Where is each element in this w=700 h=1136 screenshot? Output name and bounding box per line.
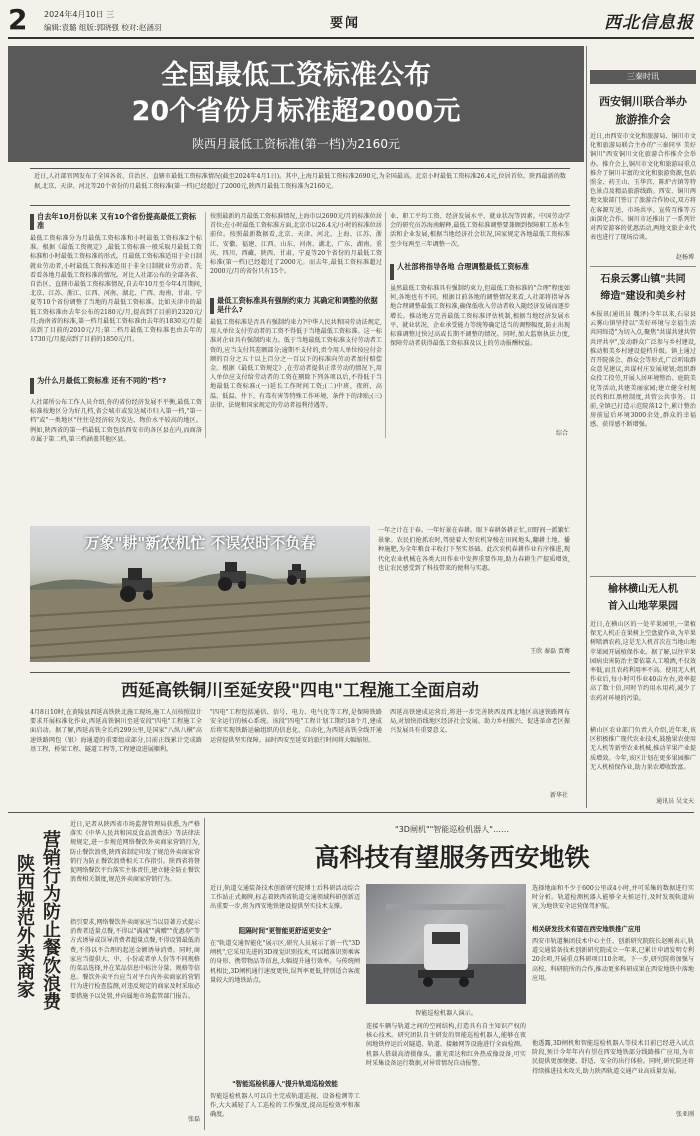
vertical-story-body xyxy=(70,820,200,1130)
lead-sub-2: 为什么月最低工资标准 还有不同的"档"? xyxy=(37,376,167,385)
high-tech-sub-2: "智能巡检机器人"提升轨道巡检效能 xyxy=(232,1080,338,1088)
photo-credit: 王欣 秦磊 贾骞 xyxy=(530,648,570,655)
sidebar-divider xyxy=(586,46,587,808)
rail-body xyxy=(30,708,570,800)
robot-photo-caption: 智能巡检机器人演示。 xyxy=(415,1010,477,1017)
paper-logo: 西北信息报 xyxy=(604,13,694,33)
sidebar-rule xyxy=(590,576,696,577)
vertical-story-text-1: 近日,记者从陕西省市场监督管理局获悉,为严格落实《中华人民共和国反食品浪费法》等法律法规规定,进一步规范网络餐饮外卖商家营销行为,防止餐饮浪费,陕西省制定印发了规范外卖商家营销行为防止餐饮浪费相关工作指引。陕西省将督促网络餐饮平台落实主体责任,建立健全防止餐饮浪费相关制度,规范外卖商家营销行为。 xyxy=(70,821,200,884)
sidebar-story-2-headline-2: 缔造"建设和美乡村 xyxy=(600,291,686,302)
high-tech-intro: 近日,轨道交通装备技术创新研究院博士后科研活动综合工作站正式揭牌,标志着陕西省轨道交通领域科研创新迈出重要一步,将为西安地铁建设提供坚实技术支撑。 xyxy=(210,885,360,911)
section-rule xyxy=(8,812,694,813)
photo-overlay-title: 万象"耕"新农机忙 不误农时不负春 xyxy=(84,534,316,552)
high-tech-col-1 xyxy=(210,884,360,1130)
photo-caption: 一年之计在于春。一年好景在春耕。眼下春耕备耕正忙,田野间一派繁忙景象。农民们抢抓农时,驾驶着大型农机穿梭在田间地头,翻耕土地、播种施肥,为全年粮食丰收打下坚实基础。此次农机春耕作业有序推进,现代化农业机械在各类大田作业中发挥重要作用,助力春耕生产提质增效,也让农民感受到了科技带来的便利与实惠。 xyxy=(378,527,570,572)
high-tech-kicker: "3D闸机""智能巡检机器人"…… xyxy=(395,825,509,834)
lead-byline: 综合 xyxy=(555,430,568,437)
tractor-icon xyxy=(287,564,306,585)
high-tech-col-2 xyxy=(366,884,526,1130)
lead-headline-2: 20个省份月标准超2000元 xyxy=(131,96,461,127)
lead-summary-box xyxy=(30,168,570,206)
sidebar-story-3-body: 近日,在横山区的一处苹果园里,一架植保无人机正在果树上空盘旋作业,为苹果树喷洒农药,这是无人机首次在当地山地苹果园开展植保作业。据了解,以往苹果园病虫害防治主要依靠人工喷洒,不仅效率低,而且农药利用率不高。使用无人机作业后,每小时可作业40亩左右,效率提高了数十倍,同时节约用水用药,减少了农药对环境的污染。 xyxy=(590,621,696,702)
rail-col-2: "四电"工程包括通信、信号、电力、电气化等工程,是保障铁路安全运行的核心系统。该段"四电"工程计划工期约18个月,建成后将实现铁路运输组织的信息化、自动化,为西延高铁全线开通运营提供坚实保障。届时西安至延安的旅行时间将大幅缩短。 xyxy=(210,709,382,744)
lead-col-2 xyxy=(210,212,382,438)
rail-headline: 西延高铁铜川至延安段"四电"工程施工全面启动 xyxy=(121,681,479,701)
sub-marker xyxy=(30,214,34,230)
col-divider xyxy=(205,212,206,438)
lead-col-1 xyxy=(30,212,202,443)
sidebar-story-2-body: 本报讯(通讯员 魏泽)今年以来,石泉县云雾山镇坚持以"美好环境与幸福生活共同缔造"为切入点,聚焦"共谋共建共管共评共享",发动群众广泛参与乡村建设,推动和美乡村建设提档升级。镇上通过召开院落会、群众会等形式,广泛听取群众意见建议,共谋村庄发展规划;组织群众投工投劳,开展人居环境整治、庭院美化等活动,共建美丽家园;建立健全村规民约和红黑榜制度,共管公共事务。目前,全镇已打造示范院落12个,累计整治房前屋后环境3000余处,群众的幸福感、获得感不断增强。 xyxy=(590,311,696,429)
sidebar-tag: 三秦时讯 xyxy=(590,70,696,84)
high-tech-col-2-body: 连接车辆与轨道之间的空间结构,打造具有自主知识产权的核心技术。研究团队自主研发的智能巡检机器人,能够在夜间地铁停运后对隧道、轨道、接触网等设施进行全面检测。机器人搭载高清摄像头、激光雷达和红外热成像设备,可实时采集设备运行数据,对异常情况自动报警。 xyxy=(366,1023,526,1067)
photo-caption-box xyxy=(378,526,570,662)
masthead-rule xyxy=(8,37,694,39)
issue-date: 2024年4月10日 三 xyxy=(44,10,115,19)
section-name: 要闻 xyxy=(330,16,361,31)
high-tech-body-2: 在"轨道交通智能化"展示区,研究人员展示了新一代"3D闸机",它采用先进的3D视觉识别技术,可以精准识别乘客的身形、携带物品等信息,大幅提升通行效率。与传统闸机相比,3D闸机通行速度更快,误判率更低,特别适合客流量较大的地铁站点。 xyxy=(210,940,360,984)
sub-marker xyxy=(30,378,34,394)
lead-sub-3: 最低工资标准具有强制约束力 其确定和调整的依据是什么? xyxy=(217,296,378,314)
lead-col-1b-body: 人社部所公布工作人员介绍,你的省份经济发展不平衡,最低工资标准按地区分为好几档,省会城市或发达城市归入第一档,"第一档"或"一类地区"往往是经济较为发达、物价水平较高的地区。例如,陕西省的第一档最低工资包括西安市的各区县在内,而商洛市属于第二档,第三档涵盖其他区县。 xyxy=(30,399,202,443)
farm-photo xyxy=(30,526,370,662)
vertical-headline-line-2: 陕西规范外卖商家 xyxy=(14,854,35,998)
high-tech-headline: 高科技有望服务西安地铁 xyxy=(314,843,590,872)
lead-headline-1: 全国最低工资标准公布 xyxy=(161,60,431,91)
high-tech-byline: 张亚刚 xyxy=(675,1111,694,1118)
high-tech-col-3 xyxy=(532,884,694,1130)
rail-col-3: 西延高铁建成运营后,将进一步完善陕西及西北地区高速铁路网布局,对加快沿线地区经济社会发展、助力乡村振兴、促进革命老区振兴发展具有重要意义。 xyxy=(390,709,570,735)
sidebar-story-3-byline: 通讯员 吴文天 xyxy=(656,798,694,805)
sidebar-rule xyxy=(590,266,696,267)
lead-col-3-body: 业、职工平均工资、经济发展水平、就业状况等因素。中国劳动学会的研究员苏海南解释,最低工资标准调整要兼顾到保障职工基本生活和企业发展,根据当地经济社会状况,国家规定各地最低工资标准至少每两至三年调整一次。 xyxy=(390,213,570,248)
robot-icon xyxy=(424,924,468,970)
col-divider xyxy=(204,818,205,1130)
vertical-story-byline: 张磊 xyxy=(187,1116,200,1123)
lead-subhead: 陕西月最低工资标准(第一档)为2160元 xyxy=(192,137,400,151)
vertical-story-text-2: 指引要求,网络餐饮外卖商家应当以显著方式提示消费者适量点餐,不得以"满减""满赠""优惠券"等方式诱导或误导消费者超量点餐,不得设置最低消费,不得以不合理的起送金额诱导消费。同时,商家应当提供大、中、小份或者单人份等不同规格的菜品选择,并在菜品信息中标注分量、规格等信息。餐饮外卖平台应当对平台内外卖商家的营销行为进行检查监测,对违反规定的商家及时采取必要措施予以处置,并向属地市场监管部门报告。 xyxy=(70,919,200,1000)
sidebar xyxy=(590,46,696,810)
lead-col-3 xyxy=(390,212,570,438)
sidebar-story-3-headline-1: 榆林横山无人机 xyxy=(608,584,678,595)
sidebar-story-1-body: 近日,由西安市文化和旅游局、铜川市文化和旅游局联合主办的"三秦同享 美好铜川"西安铜川文化旅游合作推介会举办。推介会上,铜川市文化和旅游局重点推介了铜川丰富的文化和旅游资源,包括照金、药王山、玉华宫、陈炉古镇等特色景点及精品旅游线路。西安、铜川两地文旅部门签订了旅游合作协议,双方将在客源互送、市场共享、宣传互推等方面深化合作。铜川市还推出了一系列针对西安游客的优惠活动,两地文旅企业代表也进行了现场洽谈。 xyxy=(590,133,696,242)
high-tech-sub-3: 相关研发技术有望在西安地铁推广应用 xyxy=(532,925,641,933)
lead-sub-1: 自去年10月份以来 又有10个省份提高最低工资标准 xyxy=(37,212,197,230)
robot-photo xyxy=(366,884,526,1004)
sidebar-story-1-byline: 赵杨博 xyxy=(675,254,694,261)
page-number: 2 xyxy=(8,3,28,36)
col-divider xyxy=(385,212,386,438)
staff-credits: 编辑:袁璐 组版:郭晓强 校对:赵涵羽 xyxy=(44,23,162,32)
sub-marker xyxy=(390,264,394,280)
rail-byline: 新华社 xyxy=(549,792,568,799)
rail-col-1: 4月8日10时,在黄陵县西延高铁陕北施工现场,施工人员按照设计要求开展标准化作业,西延高铁铜川至延安段"四电"工程施工全面启动。据了解,西延高铁全长约299公里,是国家"八纵八横"高速铁路网包（银）海通道的重要组成部分,目前正线累计完成路基工程、桥梁工程、隧道工程等,工程建设进展顺利。 xyxy=(30,709,202,753)
high-tech-col-3-top: 选择地面和不少于600公里或4小时,并可采集的数据进行实时分析。轨道检测机器人能够全天候运行,及时发现轨道病害,为地铁安全运营保驾护航。 xyxy=(532,885,694,911)
sidebar-story-1-headline-1: 西安铜川联合举办 xyxy=(599,95,687,108)
high-tech-body-3: 智能巡检机器人可以自主完成轨道巡视、设备检测等工作,大大减轻了人工巡检的工作强度,提高巡检效率和准确度。 xyxy=(210,1093,360,1119)
high-tech-col-3b-body: 他透露,3D闸机和智能巡检机器人等技术目前已经进入试点阶段,预计今年年内有望在西安地铁部分线路推广应用,为市民提供更加便捷、舒适、安全的出行体验。同时,研究院还将持续推进技术攻关,助力陕西轨道交通产业高质量发展。 xyxy=(532,1040,694,1075)
lead-col-1-body: 最低工资标准分为月最低工资标准和小时最低工资标准2个标准。根据《最低工资规定》,最低工资标准一般采取月最低工资标准和小时最低工资标准的形式。月最低工资标准适用于全日制就业劳动者,小时最低工资标准适用于非全日制就业劳动者。先看看各地月最低工资标准的情况。对比人社部公布的全部各省、自治区、直辖市最低工资标准情况,自去年10月至今年4月期间,北京、江苏、浙江、江西、河南、湖北、广西、海南、甘肃、宁夏等10个省份调整了当地的月最低工资标准。比如天津市的最低工资标准由去年公布的2180元/月,提高到了目前的2320元/月;海南省的标准,第一档月最低工资标准由去年的1830元/月提高到了目前的2010元/月;第二档月最低工资标准也由去年的1730元/月提高到了目前的1850元/月。 xyxy=(30,235,202,344)
sidebar-story-3-body-2: 横山区农业部门负责人介绍,近年来,该区积极推广现代农业技术,鼓励果农使用无人机等新型农业机械,推动苹果产业提质增效。今年,该区计划在更多果园推广无人机植保作业,助力果农增收致富。 xyxy=(590,727,696,771)
high-tech-col-3-body: 西安市轨道集团技术中心主任、创新研究院院长赵刚表示,轨道交通装备技术创新研究院成立一年来,已累计申请发明专利20余项,开展重点科研项目10余项。下一步,研究院将加强与高校、科研院所的合作,推动更多科研成果在西安地铁中落地应用。 xyxy=(532,938,694,982)
vertical-headline xyxy=(10,830,68,1120)
sidebar-story-1-headline-2: 旅游推介会 xyxy=(615,113,671,126)
vertical-headline-line-1: 营销行为防止餐饮浪费 xyxy=(40,830,61,1010)
lead-banner xyxy=(8,46,584,162)
sub-marker xyxy=(210,298,214,314)
robot-illustration xyxy=(366,884,526,1004)
high-tech-sub-1: 阻隔时间"更智能更舒适更安全" xyxy=(238,927,332,935)
masthead xyxy=(0,0,700,40)
sidebar-story-3-headline-2: 首入山地苹果园 xyxy=(608,601,678,612)
section-rule xyxy=(30,672,570,673)
lead-col-2b-body: 最低工资标准是否具有强制约束力?中华人民共和国劳动法规定,用人单位支付劳动者的工资不得低于当地最低工资标准。这一标准对企业具有强制约束力。低于当地最低工资标准支付劳动者工资的,应当支付其差额部分;逾期不支付的,责令用人单位按应付金额的百分之五十以上百分之一百以下的标准向劳动者加付赔偿金。根据《最低工资规定》,在劳动者提供正常劳动的情况下,用人单位应支付给劳动者的工资在剔除下列各项以后,不得低于当地最低工资标准:(一)延长工作时间工资;(二)中班、夜班、高温、低温、井下、有毒有害等特殊工作环境、条件下的津贴;(三)法律、法规和国家规定的劳动者福利待遇等。 xyxy=(210,319,382,409)
lead-col-3b-body: 虽然最低工资标准具有强制约束力,但最低工资标准的"合理"程度如何,各地也有不同。根据目前各地的调整情况来看,人社部将指导各地合理调整最低工资标准,确保低收入劳动者收入随经济发展而逐步增长。推动地方完善最低工资标准评估机制,根据当地经济发展水平、就业状况、企业承受能力等统筹确定适当的调整幅度,防止出现标准调整过快过高或长期不调整的情况。同时,加大监察执法力度,保障劳动者获得最低工资标准及以上的劳动报酬权益。 xyxy=(390,285,570,348)
lead-summary: 近日,人社部官网发布了全国各省、自治区、直辖市最低工资标准情况(截至2024年4月1日)。其中,上海月最低工资标准2690元,为全国最高。北京小时最低工资标准26.4元,位居首位。陕西最新的数据,北京、天津、河北等20个省份的月最低工资标准(第一档)已经超过了2000元,陕西月最低工资标准为2160元。 xyxy=(34,173,566,190)
lead-col-2-body: 按照最新的月最低工资标准情况,上海市以2690元/月的标准位居首位;在小时最低工资标准方面,北京市以26.4元/小时的标准位居前位。按照最新数据看,北京、天津、河北、上海、江苏、浙江、安徽、福建、江西、山东、河南、湖北、广东、湖南、重庆、四川、西藏、陕西、甘肃、宁夏等20个省份的月最低工资标准(第一档)已经超过了2000元。而去年,最低工资标准超过2000元/月的省份只有15个。 xyxy=(210,213,382,276)
lead-sub-4: 人社部将指导各地 合理调整最低工资标准 xyxy=(397,262,529,271)
sidebar-story-2-headline-1: 石泉云雾山镇"共同 xyxy=(600,274,686,285)
